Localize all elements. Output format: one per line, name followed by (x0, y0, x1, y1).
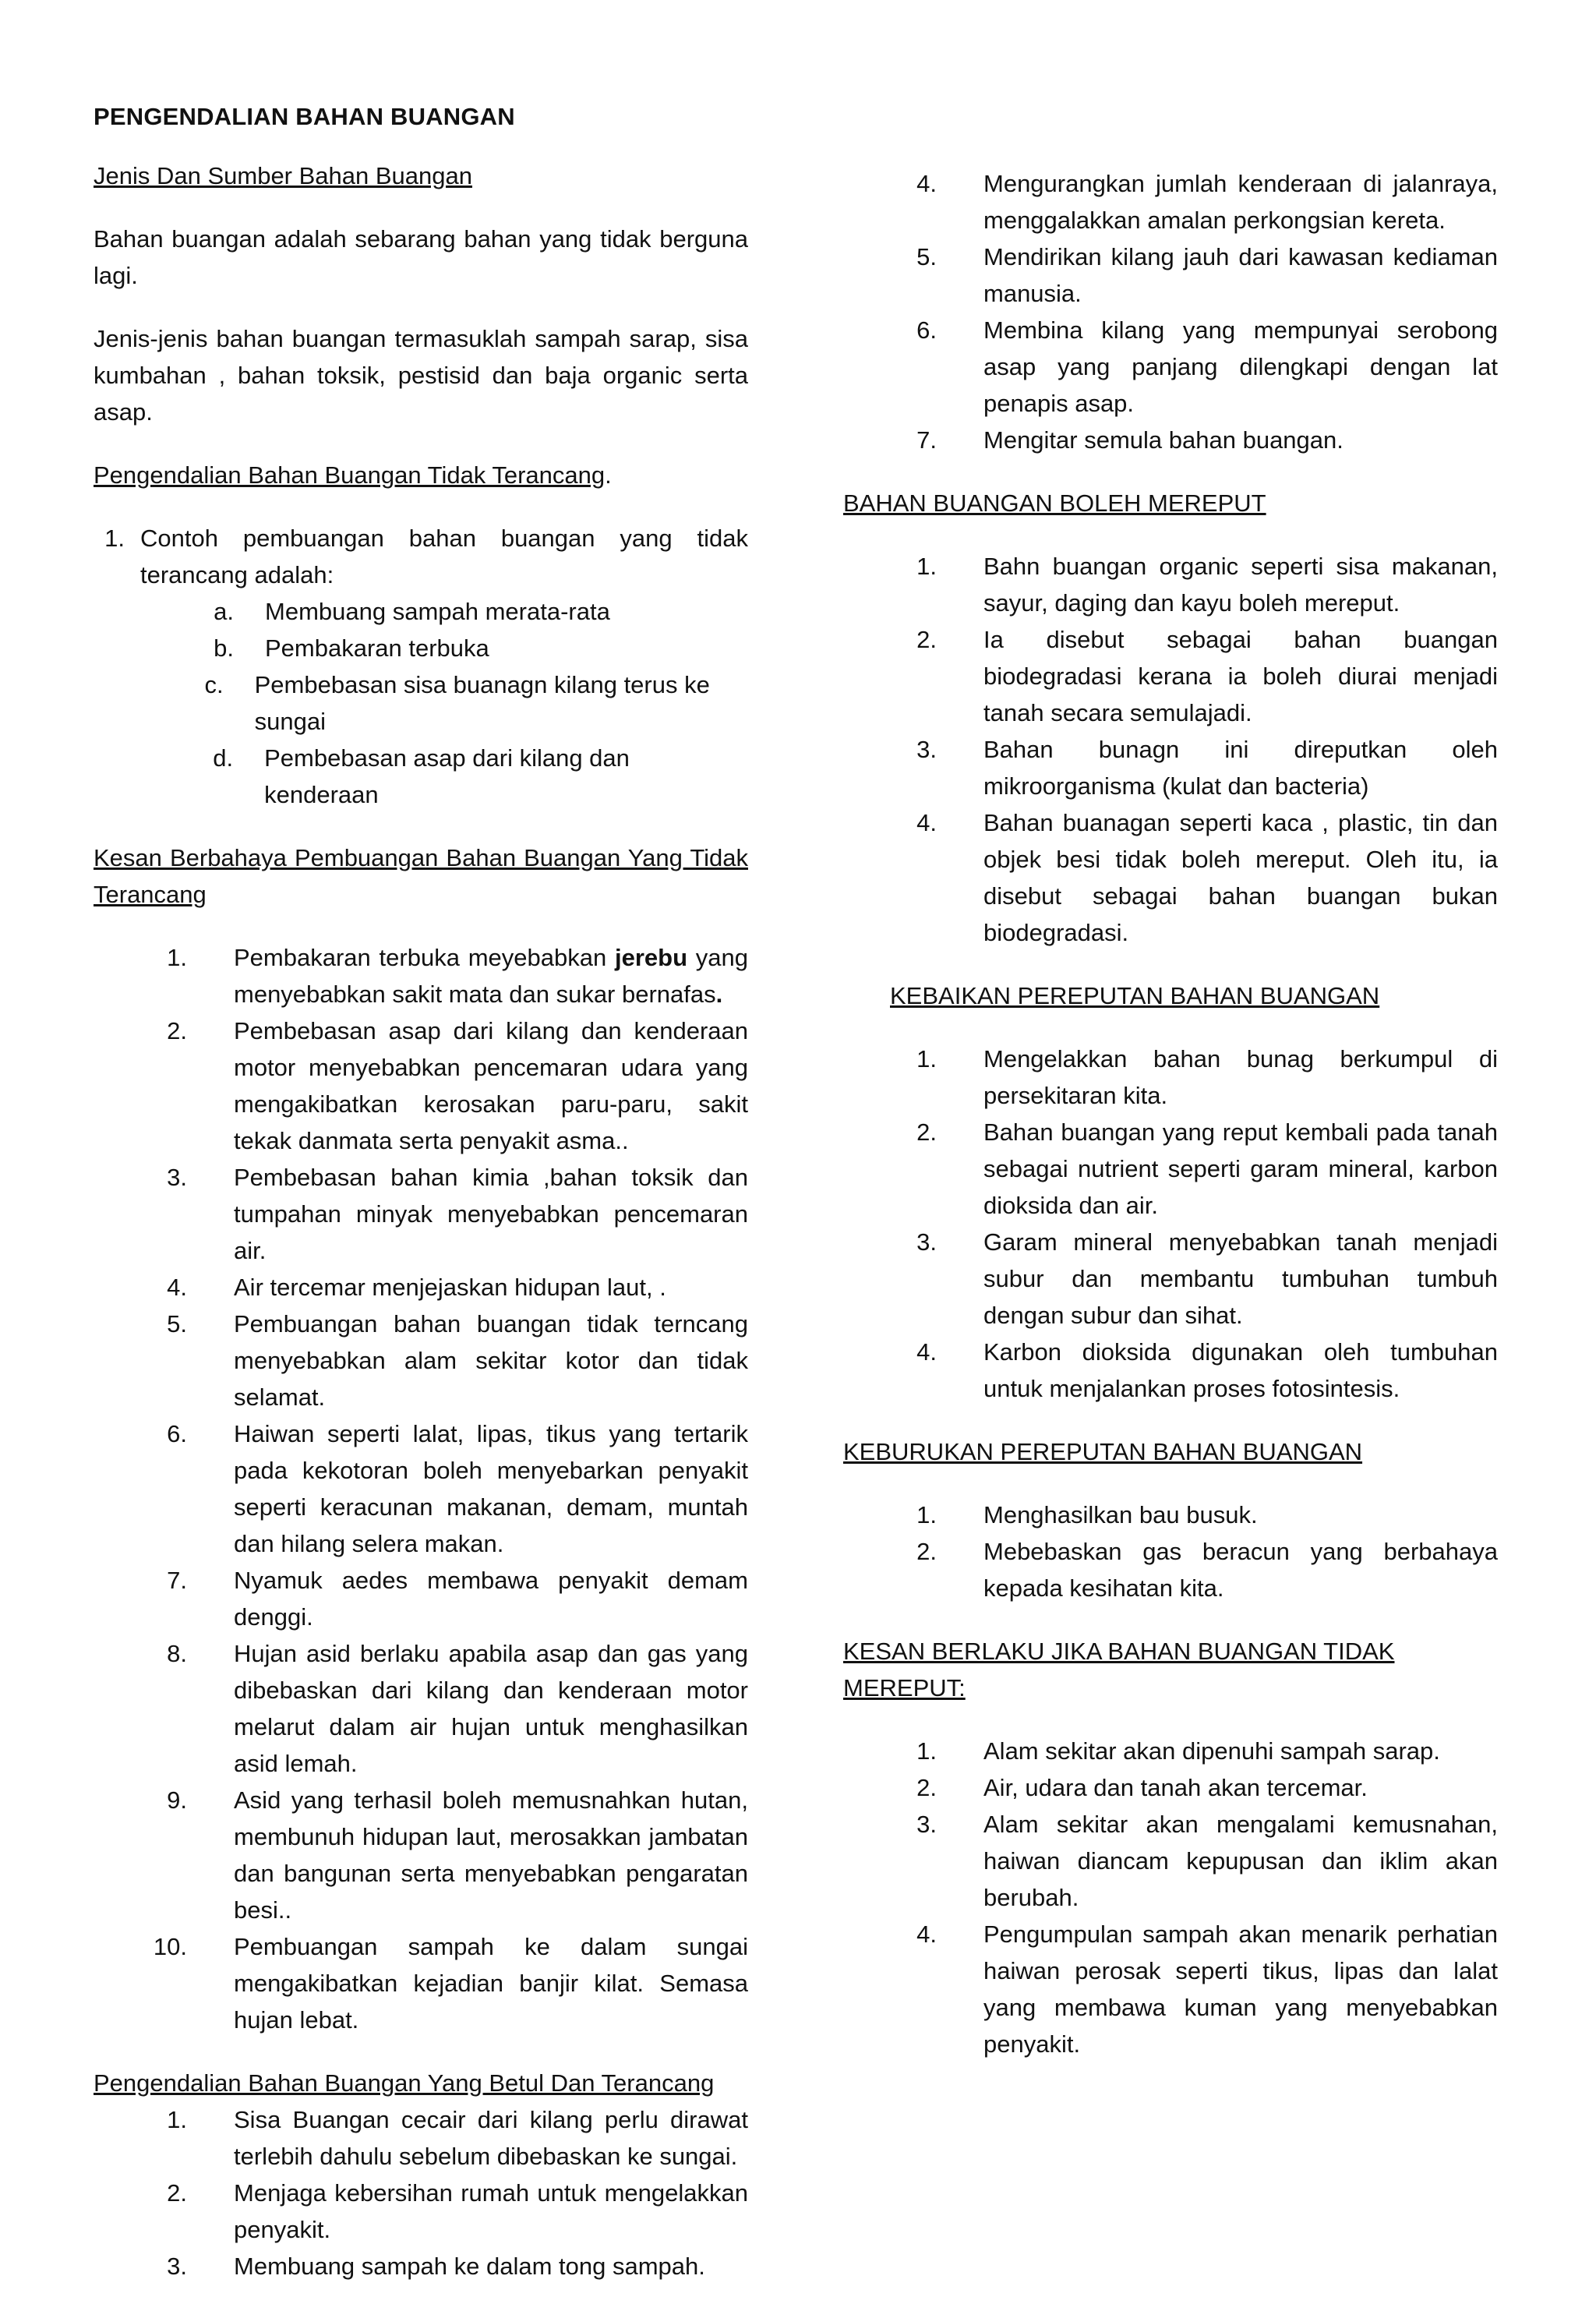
list-item (843, 1041, 1498, 1114)
list-text: Air, udara dan tanah akan tercemar. (983, 1774, 1368, 1801)
list-item (843, 239, 1498, 312)
list-text: Menjaga kebersihan rumah untuk mengelakkan penyakit. (234, 2179, 748, 2243)
list-text: Bahan bunagn ini direputkan oleh mikroorganisma (kulat dan bacteria) (983, 736, 1498, 800)
list-item (843, 731, 1498, 804)
list-text: Asid yang terhasil boleh memusnahkan hutan, membunuh hidupan laut, merosakkan jambatan dan bangunan serta menyebabkan pengaratan besi.. (234, 1786, 748, 1924)
list-item (94, 1012, 748, 1159)
list-item (843, 1769, 1498, 1806)
list-number: 1. (916, 1045, 937, 1072)
list-number: 4. (916, 809, 937, 836)
list-text: Mengurangkan jumlah kenderaan di jalanraya, menggalakkan amalan perkongsian kereta. (983, 170, 1498, 234)
list-text: Hujan asid berlaku apabila asap dan gas yang dibebaskan dari kilang dan kenderaan motor melarut dalam air hujan untuk menghasilkan asid lemah. (234, 1640, 748, 1777)
list-text-part: Pembakaran terbuka meyebabkan (234, 944, 615, 971)
heading-tidak-terancang-period: . (605, 461, 612, 489)
list-keburukan (843, 1496, 1498, 1606)
list-boleh-mereput (843, 548, 1498, 951)
list-item (94, 1269, 748, 1306)
heading-betul-terancang: Pengendalian Bahan Buangan Yang Betul Dan Terancang (94, 2069, 715, 2097)
list-number: 2. (167, 1017, 187, 1044)
list-item (843, 422, 1498, 458)
list-item (843, 548, 1498, 621)
list-text: Alam sekitar akan mengalami kemusnahan, haiwan diancam kepupusan dan iklim akan berubah. (983, 1811, 1498, 1911)
list-text: Haiwan seperti lalat, lipas, tikus yang tertarik pada kekotoran boleh menyebarkan penyakit seperti keracunan makanan, demam, muntah dan hilang selera makan. (234, 1420, 748, 1557)
list-text: Membuang sampah ke dalam tong sampah. (234, 2253, 705, 2280)
list-text: Ia disebut sebagai bahan buangan biodegradasi kerana ia boleh diurai menjadi tanah secara semulajadi. (983, 626, 1498, 726)
list-number: 6. (167, 1420, 187, 1447)
list-item (94, 939, 748, 1012)
list-text: Air tercemar menjejaskan hidupan laut, . (234, 1274, 666, 1301)
list-number: 3. (167, 1164, 187, 1191)
heading-kebaikan: KEBAIKAN PEREPUTAN BAHAN BUANGAN (890, 982, 1380, 1009)
list-item (843, 621, 1498, 731)
heading-jenis-sumber: Jenis Dan Sumber Bahan Buangan (94, 162, 472, 189)
list-item (843, 804, 1498, 951)
list-item (843, 1916, 1498, 2062)
list-betul-terancang (94, 2101, 748, 2284)
list-item (843, 1496, 1498, 1533)
list-number: 3. (916, 736, 937, 763)
list-number: 4. (916, 170, 937, 197)
list-item (843, 1114, 1498, 1224)
sublist-item (94, 593, 748, 630)
heading-tidak-terancang-wrap (94, 457, 748, 493)
list-number: 1. (104, 525, 125, 552)
list-text: Karbon dioksida digunakan oleh tumbuhan untuk menjalankan proses fotosintesis. (983, 1338, 1498, 1402)
list-number: 5. (167, 1310, 187, 1337)
list-item (94, 520, 748, 593)
list-text: Bahn buangan organic seperti sisa makanan, sayur, daging dan kayu boleh mereput. (983, 553, 1498, 617)
list-item (94, 1415, 748, 1562)
sublist-letter: d. (213, 744, 234, 772)
list-item (94, 1928, 748, 2038)
list-item (843, 1334, 1498, 1407)
list-item (94, 2175, 748, 2248)
list-item (843, 312, 1498, 422)
list-text: Mengitar semula bahan buangan. (983, 426, 1344, 454)
list-text: Membina kilang yang mempunyai serobong asap yang panjang dilengkapi dengan lat penapis asap. (983, 316, 1498, 417)
list-text: Pembuangan sampah ke dalam sungai mengakibatkan kejadian banjir kilat. Semasa hujan lebat. (234, 1933, 748, 2034)
list-text: Mendirikan kilang jauh dari kawasan kediaman manusia. (983, 243, 1498, 307)
list-item (843, 1533, 1498, 1606)
list-number: 3. (916, 1811, 937, 1838)
sublist-text: Pembebasan sisa buanagn kilang terus ke sungai (254, 671, 710, 735)
list-number: 6. (916, 316, 937, 344)
heading-kesan-berbahaya: Kesan Berbahaya Pembuangan Bahan Buangan Yang Tidak Terancang (94, 844, 748, 908)
list-number: 5. (916, 243, 937, 270)
list-text: Alam sekitar akan dipenuhi sampah sarap. (983, 1737, 1440, 1765)
list-text-bold: jerebu (614, 944, 688, 971)
list-kesan-berbahaya (94, 939, 748, 2038)
list-text: Nyamuk aedes membawa penyakit demam denggi. (234, 1567, 748, 1631)
list-item (843, 1733, 1498, 1769)
list-number: 1. (916, 1501, 937, 1528)
list-item (94, 1306, 748, 1415)
list-item (94, 2101, 748, 2175)
list-text: Pembuangan bahan buangan tidak terncang menyebabkan alam sekitar kotor dan tidak selamat. (234, 1310, 748, 1411)
list-item (94, 1635, 748, 1782)
heading-tidak-terancang: Pengendalian Bahan Buangan Tidak Terancang (94, 461, 606, 489)
list-number: 3. (167, 2253, 187, 2280)
right-column (843, 165, 1498, 2089)
list-text (187, 939, 748, 1012)
list-number: 4. (916, 1338, 937, 1366)
list-number: 1. (916, 553, 937, 580)
paragraph-definition: Bahan buangan adalah sebarang bahan yang tidak berguna lagi. (94, 225, 748, 289)
sublist-letter: c. (204, 671, 224, 698)
list-text: Contoh pembuangan bahan buangan yang tidak terancang adalah: (140, 525, 748, 588)
sublist-text: Pembakaran terbuka (265, 634, 489, 662)
list-text: Bahan buangan yang reput kembali pada tanah sebagai nutrient seperti garam mineral, karbon dioksida dan air. (983, 1118, 1498, 1219)
list-number: 10. (153, 1933, 187, 1960)
list-text: Sisa Buangan cecair dari kilang perlu dirawat terlebih dahulu sebelum dibebaskan ke sungai. (234, 2106, 748, 2170)
list-number: 1. (167, 944, 187, 971)
list-item (94, 1782, 748, 1928)
sublist-text: Membuang sampah merata-rata (265, 598, 610, 625)
list-text: Pembebasan asap dari kilang dan kenderaan motor menyebabkan pencemaran udara yang mengakibatkan kerosakan paru-paru, sakit tekak danmata serta penyakit asma.. (234, 1017, 748, 1154)
list-text: Bahan buanagan seperti kaca , plastic, tin dan objek besi tidak boleh mereput. Oleh itu, ia disebut sebagai bahan buangan bukan biodegradasi. (983, 809, 1498, 946)
heading-boleh-mereput: BAHAN BUANGAN BOLEH MEREPUT (843, 489, 1266, 517)
list-number: 2. (167, 2179, 187, 2207)
list-text: Mengelakkan bahan bunag berkumpul di persekitaran kita. (983, 1045, 1498, 1109)
list-text: Mebebaskan gas beracun yang berbahaya kepada kesihatan kita. (983, 1538, 1498, 1602)
sublist-contoh (94, 593, 748, 813)
list-number: 7. (916, 426, 937, 454)
list-number: 1. (916, 1737, 937, 1765)
sublist-letter: a. (214, 598, 234, 625)
list-text-bold: . (715, 981, 723, 1008)
document-title: PENGENDALIAN BAHAN BUANGAN (94, 103, 515, 130)
left-column (94, 103, 748, 2311)
list-number: 8. (167, 1640, 187, 1667)
list-number: 2. (916, 1538, 937, 1565)
sublist-letter: b. (214, 634, 234, 662)
list-text-part: yang menyebabkan sakit mata dan sukar bernafas (234, 944, 749, 1008)
list-item (843, 165, 1498, 239)
sublist-item (94, 740, 748, 813)
list-number: 1. (167, 2106, 187, 2133)
list-number: 4. (916, 1921, 937, 1948)
list-item (94, 1562, 748, 1635)
list-number: 3. (916, 1228, 937, 1256)
list-number: 2. (916, 626, 937, 653)
list-text: Menghasilkan bau busuk. (983, 1501, 1258, 1528)
list-number: 7. (167, 1567, 187, 1594)
sublist-item (94, 630, 748, 666)
list-text: Garam mineral menyebabkan tanah menjadi subur dan membantu tumbuhan tumbuh dengan subur dan sihat. (983, 1228, 1498, 1329)
list-text: Pengumpulan sampah akan menarik perhatian haiwan perosak seperti tikus, lipas dan lalat yang membawa kuman yang menyebabkan penyakit. (983, 1921, 1498, 2058)
list-number: 2. (916, 1774, 937, 1801)
list-kebaikan (843, 1041, 1498, 1407)
list-number: 4. (167, 1274, 187, 1301)
list-text: Pembebasan bahan kimia ,bahan toksik dan tumpahan minyak menyebabkan pencemaran air. (234, 1164, 748, 1264)
paragraph-types: Jenis-jenis bahan buangan termasuklah sampah sarap, sisa kumbahan , bahan toksik, pestisid dan baja organic serta asap. (94, 325, 748, 426)
sublist-text: Pembebasan asap dari kilang dan kenderaan (264, 744, 630, 808)
list-item (94, 1159, 748, 1269)
sublist-item (94, 666, 748, 740)
list-item (843, 1224, 1498, 1334)
heading-keburukan: KEBURUKAN PEREPUTAN BAHAN BUANGAN (843, 1438, 1363, 1465)
list-kesan-tidak-mereput (843, 1733, 1498, 2062)
list-number: 2. (916, 1118, 937, 1146)
list-item (843, 1806, 1498, 1916)
list-betul-terancang-continued (843, 165, 1498, 458)
heading-kesan-tidak-mereput: KESAN BERLAKU JIKA BAHAN BUANGAN TIDAK MEREPUT: (843, 1638, 1395, 1701)
list-item (94, 2248, 748, 2284)
list-contoh (94, 520, 748, 813)
list-number: 9. (167, 1786, 187, 1814)
